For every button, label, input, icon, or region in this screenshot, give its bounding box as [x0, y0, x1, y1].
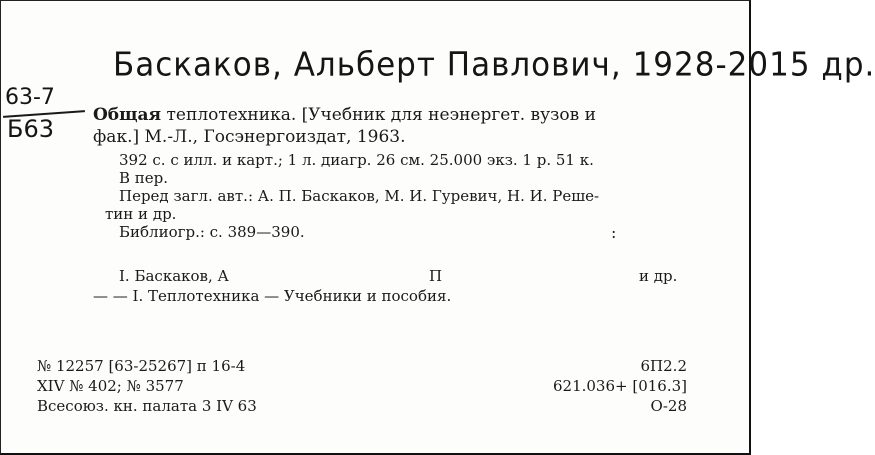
- handwritten-author-heading: Баскаков, Альберт Павлович, 1928-2015 др.: [113, 46, 875, 84]
- footer-udc-index: 621.036+ [016.3]: [552, 377, 687, 395]
- handwritten-shelf-mark-top: 63-7: [5, 85, 55, 110]
- added-entry-initial: П: [429, 267, 443, 285]
- added-entry-etal: и др.: [639, 267, 678, 285]
- added-entry-author: I. Баскаков, А: [119, 267, 229, 285]
- handwritten-shelf-mark-bottom: Б63: [7, 115, 55, 143]
- title-first-word: Общая: [93, 105, 162, 125]
- binding-note: В пер.: [119, 169, 169, 187]
- stray-mark: :: [611, 223, 617, 242]
- physical-description: 392 с. с илл. и карт.; 1 л. диагр. 26 см. 25.000 экз. 1 р. 51 к.: [119, 151, 594, 169]
- authors-note-line-1: Перед загл. авт.: А. П. Баскаков, М. И. Гуревич, Н. И. Реше-: [119, 187, 600, 205]
- title-line-1: [93, 105, 596, 125]
- footer-bbk-index: 6П2.2: [640, 357, 687, 375]
- bibliography-note: Библиогр.: с. 389—390.: [119, 223, 305, 241]
- footer-chamber: Всесоюз. кн. палата 3 IV 63: [37, 397, 257, 415]
- footer-record-number: № 12257 [63-25267] п 16-4: [37, 357, 246, 375]
- title-line-2: фак.] М.-Л., Госэнергоиздат, 1963.: [93, 127, 406, 147]
- footer-list-number: XIV № 402; № 3577: [37, 377, 184, 395]
- footer-author-sign: О-28: [650, 397, 687, 415]
- subject-heading: — — I. Теплотехника — Учебники и пособия.: [93, 287, 452, 305]
- title-remainder: теплотехника. [Учебник для неэнергет. вузов и: [161, 105, 596, 125]
- authors-note-line-2: тин и др.: [105, 205, 177, 223]
